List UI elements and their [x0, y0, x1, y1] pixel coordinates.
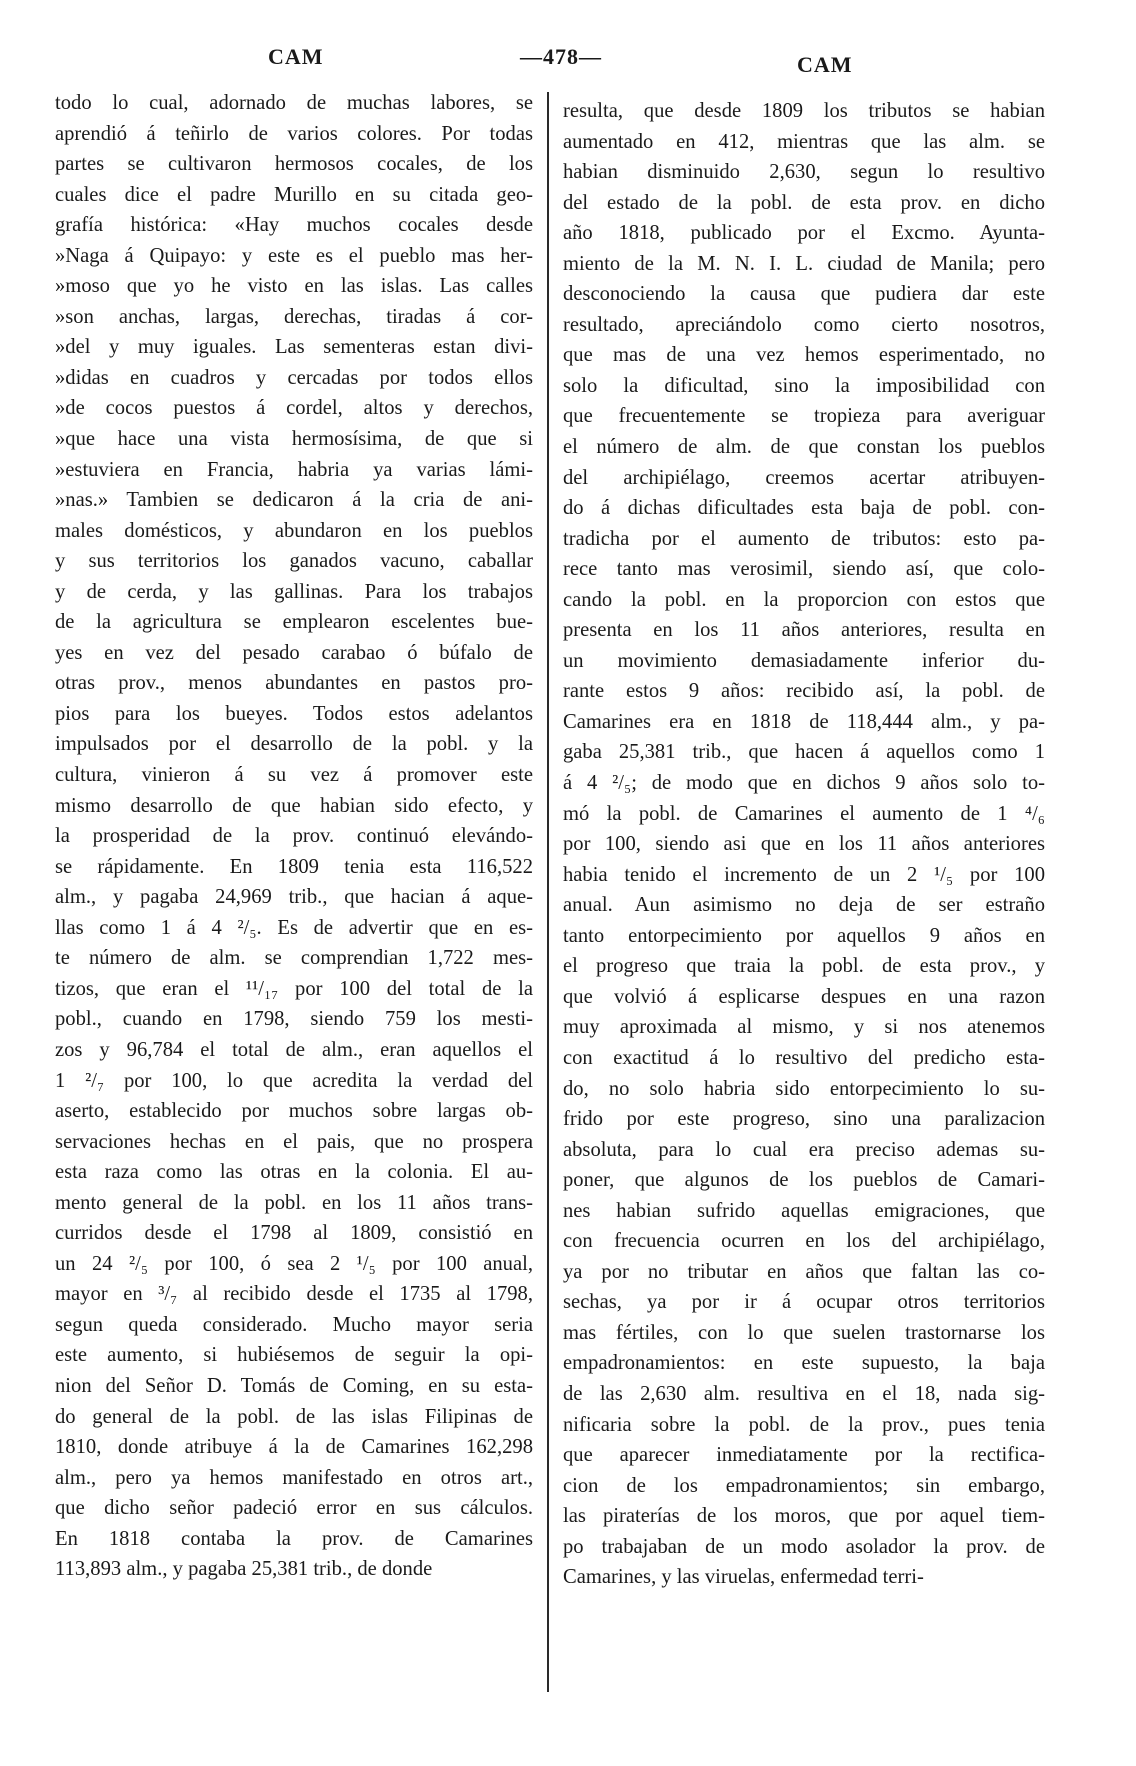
text-line: se rápidamente. En 1809 tenia esta 116,522 [55, 855, 533, 878]
text-line: nificaria sobre la pobl. de la prov., pues tenia [563, 1413, 1045, 1436]
text-line: pios para los bueyes. Todos estos adelantos [55, 702, 533, 725]
text-line: ya por no tributar en años que faltan las co- [563, 1260, 1045, 1283]
text-line: y sus territorios los ganados vacuno, caballar [55, 550, 533, 573]
text-line: do general de la pobl. de las islas Filipinas de [55, 1405, 533, 1428]
text-line: solo la dificultad, sino la imposibilidad con [563, 374, 1045, 397]
text-line: cion de los empadronamientos; sin embargo, [563, 1474, 1045, 1497]
text-line: todo lo cual, adornado de muchas labores, se [55, 92, 533, 114]
text-line: habia tenido el incremento de un 2 ¹/₅ por 100 [563, 863, 1045, 886]
text-line: servaciones hechas en el pais, que no prospera [55, 1130, 533, 1153]
text-line: muy aproximada al mismo, y si nos atenemos [563, 1016, 1045, 1039]
text-line: poner, que algunos de los pueblos de Camari- [563, 1169, 1045, 1192]
column-divider [547, 92, 549, 1692]
text-line: »son anchas, largas, derechas, tiradas á cor- [55, 305, 533, 328]
text-line: que volvió á esplicarse despues en una razon [563, 985, 1045, 1008]
text-line: que dicho señor padeció error en sus cálculos. [55, 1497, 533, 1520]
text-line: do, no solo habria sido entorpecimiento lo su- [563, 1077, 1045, 1100]
text-line: un movimiento demasiadamente inferior du- [563, 649, 1045, 672]
text-line: que mas de una vez hemos esperimentado, no [563, 344, 1045, 367]
text-line: mó la pobl. de Camarines el aumento de 1 ⁴/₆ [563, 802, 1045, 825]
text-line: las piraterías de los moros, que por aquel tiem- [563, 1505, 1045, 1528]
text-line: el número de alm. de que constan los pueblos [563, 436, 1045, 459]
text-line: anual. Aun asimismo no deja de ser estraño [563, 894, 1045, 917]
text-line: cuales dice el padre Murillo en su citada geo- [55, 183, 533, 206]
text-line: »de cocos puestos á cordel, altos y derechos, [55, 397, 533, 420]
text-line: tizos, que eran el ¹¹/₁₇ por 100 del total de la [55, 977, 533, 1000]
text-line: mayor en ³/₇ al recibido desde el 1735 al 1798, [55, 1283, 533, 1306]
text-line: frido por este progreso, sino una paralizacion [563, 1108, 1045, 1131]
right-text-column [563, 96, 1045, 1593]
page-number: —478— [520, 44, 602, 69]
text-line: aprendió á teñirlo de varios colores. Por todas [55, 122, 533, 145]
text-line: te número de alm. se comprendian 1,722 mes- [55, 947, 533, 970]
text-line: tanto entorpecimiento por aquellos 9 años en [563, 924, 1045, 947]
text-line: rante estos 9 años: recibido así, la pobl. de [563, 680, 1045, 703]
page-header [0, 44, 1136, 84]
text-line: llas como 1 á 4 ²/₅. Es de advertir que en es- [55, 916, 533, 939]
text-line: con frecuencia ocurren en los del archipiélago, [563, 1230, 1045, 1253]
text-line: mismo desarrollo de que habian sido efecto, y [55, 794, 533, 817]
text-line: impulsados por el desarrollo de la pobl. y la [55, 733, 533, 756]
text-line: del archipiélago, creemos acertar atribuyen- [563, 466, 1045, 489]
text-line: »del y muy iguales. Las sementeras estan divi- [55, 336, 533, 359]
text-line: »didas en cuadros y cercadas por todos ellos [55, 366, 533, 389]
running-head-right: CAM [797, 52, 853, 77]
text-line: sechas, ya por ir á ocupar otros territorios [563, 1291, 1045, 1314]
text-line: cultura, vinieron á su vez á promover este [55, 764, 533, 787]
text-line: resultado, apreciándolo como cierto nosotros, [563, 313, 1045, 336]
text-line: mas fértiles, con lo que suelen trastornarse los [563, 1321, 1045, 1344]
text-line: el progreso que traia la pobl. de esta prov., y [563, 955, 1045, 978]
text-line: Camarines, y las viruelas, enfermedad terri- [563, 1566, 924, 1589]
text-line: absoluta, para lo cual era preciso ademas su- [563, 1138, 1045, 1161]
left-text-column [55, 88, 533, 1585]
text-line: que aparecer inmediatamente por la rectifica- [563, 1444, 1045, 1467]
text-line: la prosperidad de la prov. continuó elevándo- [55, 825, 533, 848]
text-line: presenta en los 11 años anteriores, resulta en [563, 619, 1045, 642]
text-line: alm., pero ya hemos manifestado en otros art., [55, 1466, 533, 1489]
text-line: año 1818, publicado por el Excmo. Ayunta- [563, 222, 1045, 245]
text-line: partes se cultivaron hermosos cocales, de los [55, 153, 533, 176]
text-line: con exactitud á lo resultivo del predicho esta- [563, 1046, 1045, 1069]
text-line: 1810, donde atribuye á la de Camarines 162,298 [55, 1436, 533, 1459]
text-line: »estuviera en Francia, habria ya varias lámi- [55, 458, 533, 481]
text-line: curridos desde el 1798 al 1809, consistió en [55, 1222, 533, 1245]
text-line: otras prov., menos abundantes en pastos pro- [55, 672, 533, 695]
text-line: Camarines era en 1818 de 118,444 alm., y pa- [563, 710, 1045, 733]
text-line: miento de la M. N. I. L. ciudad de Manila; pero [563, 252, 1045, 275]
text-line: de la agricultura se emplearon escelentes bue- [55, 611, 533, 634]
text-line: aumentado en 412, mientras que las alm. se [563, 130, 1045, 153]
text-line: alm., y pagaba 24,969 trib., que hacian á aque- [55, 886, 533, 909]
text-line: En 1818 contaba la prov. de Camarines [55, 1527, 533, 1550]
text-line: esta raza como las otras en la colonia. El au- [55, 1161, 533, 1184]
text-line: pobl., cuando en 1798, siendo 759 los mesti- [55, 1008, 533, 1031]
text-line: do á dichas dificultades esta baja de pobl. con- [563, 497, 1045, 520]
text-line: 1 ²/₇ por 100, lo que acredita la verdad del [55, 1069, 533, 1092]
text-line: »moso que yo he visto en las islas. Las calles [55, 275, 533, 298]
text-line: resulta, que desde 1809 los tributos se habian [563, 100, 1045, 122]
text-line: »nas.» Tambien se dedicaron á la cria de ani- [55, 489, 533, 512]
text-line: y de cerda, y las gallinas. Para los trabajos [55, 580, 533, 603]
text-line: mento general de la pobl. en los 11 años trans- [55, 1191, 533, 1214]
text-line: á 4 ²/₅; de modo que en dichos 9 años solo to- [563, 772, 1045, 795]
text-line: desconociendo la causa que pudiera dar este [563, 283, 1045, 306]
text-line: tradicha por el aumento de tributos: esto pa- [563, 527, 1045, 550]
text-line: yes en vez del pesado carabao ó búfalo de [55, 641, 533, 664]
text-line: habian disminuido 2,630, segun lo resultivo [563, 161, 1045, 184]
text-line: nes habian sufrido aquellas emigraciones, que [563, 1199, 1045, 1222]
text-line: males domésticos, y abundaron en los pueblos [55, 519, 533, 542]
text-line: »Naga á Quipayo: y este es el pueblo mas her- [55, 244, 533, 267]
text-line: cando la pobl. en la proporcion con estos que [563, 588, 1045, 611]
text-line: este aumento, si hubiésemos de seguir la opi- [55, 1344, 533, 1367]
text-line: 113,893 alm., y pagaba 25,381 trib., de donde [55, 1558, 433, 1581]
text-line: rece tanto mas verosimil, siendo así, que colo- [563, 558, 1045, 581]
text-line: segun queda considerado. Mucho mayor seria [55, 1313, 533, 1336]
text-line: po trabajaban de un modo asolador la prov. de [563, 1535, 1045, 1558]
text-line: zos y 96,784 el total de alm., eran aquellos el [55, 1038, 533, 1061]
text-line: grafía histórica: «Hay muchos cocales desde [55, 214, 533, 237]
text-line: nion del Señor D. Tomás de Coming, en su esta- [55, 1374, 533, 1397]
running-head-left: CAM [268, 44, 324, 69]
text-line: gaba 25,381 trib., que hacen á aquellos como 1 [563, 741, 1045, 764]
text-line: de las 2,630 alm. resultiva en el 18, nada sig- [563, 1382, 1045, 1405]
text-line: aserto, establecido por muchos sobre largas ob- [55, 1100, 533, 1123]
text-line: del estado de la pobl. de esta prov. en dicho [563, 191, 1045, 214]
text-line: »que hace una vista hermosísima, de que si [55, 428, 533, 451]
text-line: un 24 ²/₅ por 100, ó sea 2 ¹/₅ por 100 anual, [55, 1252, 533, 1275]
text-line: empadronamientos: en este supuesto, la baja [563, 1352, 1045, 1375]
text-line: que frecuentemente se tropieza para averiguar [563, 405, 1045, 428]
text-line: por 100, siendo asi que en los 11 años anteriores [563, 833, 1045, 856]
